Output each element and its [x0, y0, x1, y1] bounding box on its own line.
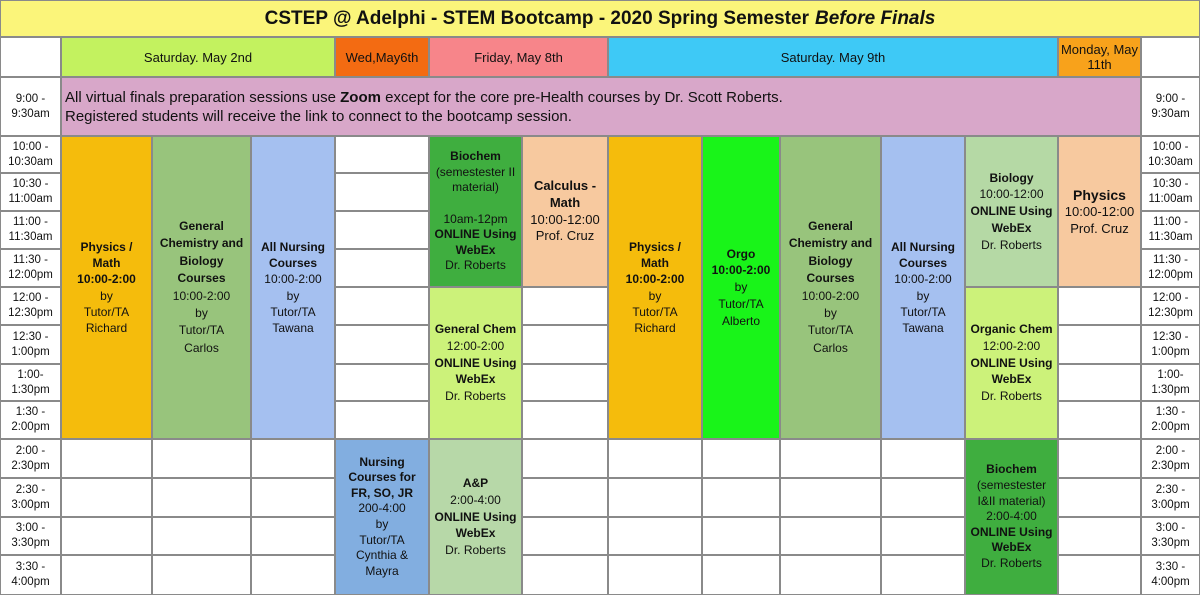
time-slot-text: 1:00- — [17, 368, 44, 381]
empty-slot — [702, 439, 780, 478]
empty-slot — [61, 517, 152, 555]
time-slot-label — [0, 249, 61, 287]
title-main: CSTEP @ Adelphi - STEM Bootcamp - 2020 Spring Semester — [264, 7, 809, 29]
time-slot-text: 1:30 - — [1155, 406, 1186, 419]
time-slot-text: 11:30 - — [13, 254, 48, 267]
session-biochem-mon — [965, 439, 1058, 595]
session-nursing-may2 — [251, 136, 335, 439]
time-slot-label — [0, 173, 61, 211]
empty-slot — [1058, 439, 1141, 478]
time-slot-text: 1:00pm — [11, 345, 50, 358]
time-slot-label — [0, 136, 61, 173]
session-line: Tutor/TA — [178, 323, 225, 338]
session-line: Biology — [989, 170, 1034, 185]
empty-slot — [251, 439, 335, 478]
time-slot-text: 11:30 - — [1153, 254, 1188, 267]
empty-slot — [522, 517, 608, 555]
time-slot-text: 9:30am — [11, 107, 50, 120]
time-slot-label — [1141, 77, 1200, 136]
time-slot-text: 10:00 - — [12, 140, 49, 153]
session-line: Dr. Roberts — [981, 555, 1042, 570]
session-line: Biochem — [450, 149, 501, 164]
session-line: Chemistry and — [159, 236, 244, 251]
session-line: WebEx — [991, 372, 1032, 387]
session-line: 12:00-2:00 — [446, 338, 505, 353]
day-header-sat-may2: Saturday. May 2nd — [61, 37, 335, 77]
session-ap-fri — [429, 439, 522, 595]
session-line: 2:00-4:00 — [986, 509, 1037, 524]
session-line: Tutor/TA — [359, 532, 405, 547]
session-line: ONLINE Using — [434, 227, 517, 242]
time-slot-label — [1141, 555, 1200, 595]
session-line: Physics / — [628, 239, 682, 254]
session-line: Math — [641, 256, 669, 271]
empty-slot — [335, 325, 429, 364]
time-slot-text: 3:00 - — [1155, 522, 1186, 535]
session-line: Physics — [1073, 186, 1126, 203]
session-line: ONLINE Using — [970, 204, 1053, 219]
session-line: Organic Chem — [970, 322, 1053, 336]
time-slot-text: 9:30am — [1151, 107, 1190, 120]
time-slot-text: 2:30 - — [1155, 483, 1186, 496]
empty-slot — [61, 439, 152, 478]
session-line: Math — [549, 194, 581, 210]
empty-slot — [702, 555, 780, 595]
empty-slot — [1058, 287, 1141, 325]
session-line: Orgo — [726, 246, 756, 261]
empty-slot — [881, 439, 965, 478]
corner-cell — [1141, 37, 1200, 77]
session-line: Tutor/TA — [900, 304, 946, 319]
session-line: WebEx — [455, 242, 496, 257]
time-slot-text: 12:30 - — [12, 330, 49, 343]
time-slot-text: 12:00pm — [1148, 269, 1193, 281]
banner-line-1-start: All virtual finals preparation sessions use — [65, 88, 341, 106]
session-line: by — [824, 305, 837, 320]
session-line: Tutor/TA — [83, 304, 130, 319]
empty-slot — [608, 555, 702, 595]
session-line: ONLINE Using — [970, 524, 1053, 539]
session-line: 10:00-2:00 — [711, 263, 771, 278]
session-line: material) — [452, 180, 499, 195]
empty-slot — [1058, 478, 1141, 517]
session-line: Courses — [806, 271, 855, 286]
empty-slot — [522, 325, 608, 364]
session-line: (semestester II — [435, 164, 516, 179]
empty-slot — [702, 478, 780, 517]
time-slot-text: 3:30pm — [1151, 537, 1190, 549]
session-line: 10:00-2:00 — [172, 288, 231, 303]
empty-slot — [152, 555, 251, 595]
session-line: Cynthia & — [355, 548, 409, 563]
session-line: (semestester — [976, 478, 1047, 493]
empty-slot — [335, 249, 429, 287]
empty-slot — [1058, 401, 1141, 439]
session-line: General — [808, 218, 853, 233]
empty-slot — [251, 517, 335, 555]
time-slot-text: 4:00pm — [1151, 576, 1190, 588]
time-slot-text: 11:30am — [1148, 231, 1193, 243]
session-line: Tutor/TA — [270, 304, 316, 319]
time-slot-label — [0, 77, 61, 136]
empty-slot — [522, 478, 608, 517]
time-slot-label — [0, 211, 61, 249]
corner-cell — [0, 37, 61, 77]
time-slot-label — [0, 401, 61, 439]
session-line: Dr. Roberts — [445, 258, 506, 273]
schedule-title — [0, 0, 1200, 37]
empty-slot — [522, 287, 608, 325]
empty-slot — [881, 517, 965, 555]
time-slot-text: 2:00 - — [15, 444, 46, 457]
session-line: Biology — [179, 253, 224, 268]
session-biology-mon — [965, 136, 1058, 287]
time-slot-label — [0, 364, 61, 401]
time-slot-text: 9:00 - — [15, 92, 46, 105]
time-slot-text: 2:00pm — [1151, 421, 1190, 433]
empty-slot — [335, 287, 429, 325]
empty-slot — [780, 439, 881, 478]
empty-slot — [335, 401, 429, 439]
session-line: 10:00-2:00 — [894, 272, 952, 287]
time-slot-text: 9:00 - — [1155, 92, 1186, 105]
time-slot-text: 10:30am — [8, 155, 53, 168]
empty-slot — [702, 517, 780, 555]
session-line: 10:00-2:00 — [264, 272, 322, 287]
banner-line-1-end: except for the core pre-Health courses by Dr. Scott Roberts. — [380, 88, 783, 106]
empty-slot — [61, 555, 152, 595]
session-line: Dr. Roberts — [445, 389, 506, 404]
day-header-wed-may6: Wed,May6th — [335, 37, 429, 77]
session-line: Carlos — [184, 340, 219, 355]
session-line: Dr. Roberts — [445, 543, 506, 558]
session-line: 12:00-2:00 — [982, 338, 1041, 353]
session-biochem-fri — [429, 136, 522, 287]
session-line: Prof. Cruz — [1070, 220, 1129, 236]
time-slot-text: 10:30 - — [1152, 178, 1189, 191]
title-emphasis: Before Finals — [814, 7, 936, 29]
time-slot-text: 1:00pm — [1151, 345, 1190, 358]
time-slot-text: 11:00 - — [1153, 216, 1188, 229]
session-physics-math-may9 — [608, 136, 702, 439]
time-slot-text: 1:00- — [1157, 368, 1184, 381]
session-orgo-may9 — [702, 136, 780, 439]
time-slot-text: 11:00 - — [13, 216, 48, 229]
time-slot-text: 10:30am — [1148, 155, 1193, 168]
time-slot-text: 3:30pm — [11, 537, 50, 549]
empty-slot — [881, 555, 965, 595]
time-slot-text: 12:00 - — [1152, 292, 1189, 305]
session-line: ONLINE Using — [434, 509, 517, 524]
session-line: 10am-12pm — [443, 211, 508, 226]
session-line: 2:00-4:00 — [450, 492, 501, 507]
time-slot-text: 1:30pm — [1151, 383, 1190, 396]
session-organic-chem-mon — [965, 287, 1058, 439]
time-slot-text: 11:00am — [8, 193, 53, 205]
time-slot-label — [1141, 287, 1200, 325]
session-line: Biology — [808, 253, 853, 268]
time-slot-label — [0, 325, 61, 364]
session-line: I&II material) — [977, 493, 1046, 508]
empty-slot — [152, 439, 251, 478]
session-line: Courses — [898, 256, 948, 271]
empty-slot — [1058, 364, 1141, 401]
empty-slot — [780, 478, 881, 517]
session-line: 10:00-12:00 — [979, 187, 1044, 202]
session-line: Dr. Roberts — [981, 237, 1042, 252]
session-gen-chem-bio-may2 — [152, 136, 251, 439]
empty-slot — [335, 211, 429, 249]
time-slot-text: 1:30pm — [11, 383, 50, 396]
empty-slot — [881, 478, 965, 517]
time-slot-label — [0, 287, 61, 325]
session-line: All Nursing — [890, 239, 955, 254]
session-line: WebEx — [991, 540, 1032, 555]
time-slot-text: 3:00pm — [1151, 498, 1190, 511]
session-line: Biochem — [986, 462, 1037, 477]
session-line: by — [286, 288, 300, 303]
session-line: General Chem — [434, 322, 517, 336]
time-slot-text: 2:30pm — [1151, 459, 1190, 472]
empty-slot — [522, 401, 608, 439]
time-slot-label — [0, 555, 61, 595]
time-slot-text: 11:30am — [8, 231, 53, 243]
session-calculus-fri — [522, 136, 608, 287]
session-line: ONLINE Using — [434, 355, 517, 370]
day-header-fri-may8: Friday, May 8th — [429, 37, 608, 77]
session-line: by — [734, 280, 748, 295]
time-slot-text: 2:30pm — [11, 459, 50, 472]
session-line: Prof. Cruz — [535, 228, 595, 244]
session-gen-chem-fri — [429, 287, 522, 439]
empty-slot — [335, 364, 429, 401]
session-line — [474, 196, 477, 212]
banner-line-2: Registered students will receive the link to connect to the bootcamp session. — [65, 107, 572, 125]
empty-slot — [608, 439, 702, 478]
session-line: Calculus - — [533, 177, 597, 193]
empty-slot — [522, 555, 608, 595]
empty-slot — [152, 517, 251, 555]
session-line: 10:00-2:00 — [77, 272, 136, 287]
time-slot-label — [1141, 325, 1200, 364]
session-line: Chemistry and — [788, 236, 873, 251]
time-slot-text: 2:00 - — [1155, 444, 1186, 457]
session-line: Physics / — [80, 239, 133, 254]
empty-slot — [522, 364, 608, 401]
session-line: WebEx — [455, 526, 496, 541]
time-slot-text: 2:00pm — [11, 421, 50, 433]
time-slot-label — [1141, 517, 1200, 555]
time-slot-label — [1141, 478, 1200, 517]
session-line: 10:00-2:00 — [625, 272, 685, 287]
time-slot-label — [1141, 136, 1200, 173]
empty-slot — [152, 478, 251, 517]
banner-zoom-word: Zoom — [340, 88, 381, 106]
empty-slot — [335, 173, 429, 211]
session-line: General — [179, 218, 224, 233]
zoom-info-banner — [61, 77, 1141, 136]
time-slot-text: 4:00pm — [11, 576, 50, 588]
session-line: Courses for — [348, 470, 416, 485]
empty-slot — [251, 478, 335, 517]
empty-slot — [608, 517, 702, 555]
session-physics-math-may2 — [61, 136, 152, 439]
empty-slot — [522, 439, 608, 478]
time-slot-text: 3:00 - — [15, 522, 46, 535]
time-slot-text: 2:30 - — [15, 483, 46, 496]
session-line: 200-4:00 — [358, 501, 406, 516]
time-slot-label — [1141, 439, 1200, 478]
time-slot-label — [0, 478, 61, 517]
session-line: Math — [92, 256, 121, 271]
session-line: Courses — [177, 271, 226, 286]
session-line: Tutor/TA — [632, 304, 678, 319]
empty-slot — [251, 555, 335, 595]
empty-slot — [1058, 555, 1141, 595]
time-slot-text: 12:30pm — [1148, 307, 1193, 319]
session-line: Tawana — [272, 320, 314, 335]
time-slot-label — [1141, 249, 1200, 287]
session-nursing-wed — [335, 439, 429, 595]
session-line: Nursing — [359, 454, 405, 469]
session-line: Richard — [85, 320, 128, 335]
banner-line-1 — [65, 88, 783, 107]
session-line: FR, SO, JR — [350, 485, 413, 500]
empty-slot — [608, 478, 702, 517]
time-slot-text: 10:30 - — [12, 178, 49, 191]
session-line: 10:00-12:00 — [530, 211, 600, 227]
empty-slot — [1058, 517, 1141, 555]
empty-slot — [1058, 325, 1141, 364]
session-line: WebEx — [991, 220, 1032, 235]
session-line: 10:00-2:00 — [801, 288, 860, 303]
time-slot-text: 12:30pm — [8, 307, 53, 319]
time-slot-label — [0, 439, 61, 478]
session-line: by — [100, 288, 113, 303]
time-slot-label — [1141, 401, 1200, 439]
time-slot-text: 10:00 - — [1152, 140, 1189, 153]
session-line: Carlos — [813, 340, 848, 355]
time-slot-text: 12:00 - — [12, 292, 49, 305]
session-line: Tutor/TA — [718, 296, 764, 311]
empty-slot — [780, 555, 881, 595]
time-slot-text: 3:30 - — [1155, 561, 1186, 574]
session-line: 10:00-12:00 — [1064, 203, 1135, 219]
time-slot-label — [1141, 173, 1200, 211]
session-line: ONLINE Using — [970, 355, 1053, 370]
session-line: Dr. Roberts — [981, 389, 1042, 404]
time-slot-text: 12:30 - — [1152, 330, 1189, 343]
empty-slot — [780, 517, 881, 555]
time-slot-text: 1:30 - — [15, 406, 46, 419]
session-line: by — [648, 288, 662, 303]
time-slot-label — [0, 517, 61, 555]
day-header-sat-may9: Saturday. May 9th — [608, 37, 1058, 77]
time-slot-label — [1141, 364, 1200, 401]
session-line: A&P — [462, 476, 489, 490]
time-slot-text: 11:00am — [1148, 193, 1193, 205]
empty-slot — [335, 136, 429, 173]
session-nursing-may9 — [881, 136, 965, 439]
time-slot-text: 3:00pm — [11, 498, 50, 511]
session-line: Richard — [634, 320, 676, 335]
session-line: Alberto — [721, 313, 761, 328]
session-physics-mon — [1058, 136, 1141, 287]
time-slot-text: 12:00pm — [8, 269, 53, 281]
day-header-mon-may11: Monday, May 11th — [1058, 37, 1141, 77]
session-line: Mayra — [365, 563, 399, 578]
session-line: Courses — [268, 256, 318, 271]
session-line: WebEx — [455, 372, 496, 387]
session-gen-chem-bio-may9 — [780, 136, 881, 439]
session-line: Tawana — [902, 320, 944, 335]
time-slot-text: 3:30 - — [15, 561, 46, 574]
session-line: by — [916, 288, 930, 303]
session-line: by — [195, 305, 208, 320]
session-line: Tutor/TA — [807, 323, 854, 338]
empty-slot — [61, 478, 152, 517]
time-slot-label — [1141, 211, 1200, 249]
session-line: All Nursing — [260, 239, 325, 254]
session-line: by — [375, 517, 389, 531]
